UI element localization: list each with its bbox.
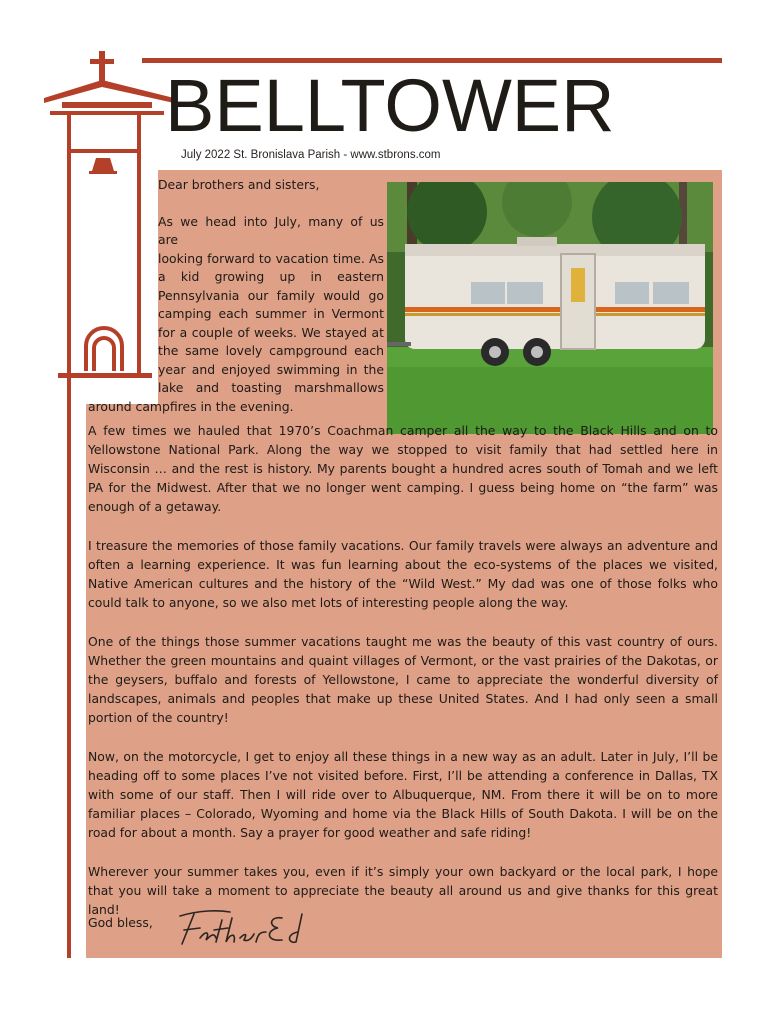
intro-line: looking forward to vacation time. As xyxy=(158,250,384,266)
letter-body xyxy=(88,421,718,939)
letter-intro xyxy=(88,176,384,416)
intro-line: the same lovely campground each xyxy=(158,343,384,358)
intro-line: camping each summer in Vermont xyxy=(158,306,384,321)
closing: God bless, xyxy=(88,915,153,930)
body-paragraph: A few times we hauled that 1970’s Coachman camper all the way to the Black Hills and on to Yellowstone National Park. Along the way we stopped to visit family that had settled here in Wisconsin … and the rest is history. My parents bought a hundred acres south of Tomah and we left PA for the Midwest. After that we no longer went camping. I guess being home on “the farm” was enough of a getaway. xyxy=(88,423,718,514)
body-paragraph: Wherever your summer takes you, even if it’s simply your own backyard or the local park, I hope that you will take a moment to appreciate the beauty all around us and give thanks for this great land! xyxy=(88,864,718,917)
body-paragraph: One of the things those summer vacations taught me was the beauty of this vast country of ours. Whether the green mountains and quaint villages of Vermont, or the vast prairies of the Dakotas, or the geysers, buffalo and forests of Yellowstone, I came to appreciate the wonderful diversity of landscapes, animals and peoples that make up these United States. And I had only seen a small portion of the country! xyxy=(88,634,718,725)
signature xyxy=(170,902,330,952)
intro-line: a kid growing up in eastern xyxy=(158,269,384,284)
newsletter-title: BELLTOWER xyxy=(165,64,615,147)
intro-line: year and enjoyed swimming in the xyxy=(158,361,384,377)
issue-info: July 2022 St. Bronislava Parish - www.stbrons.com xyxy=(181,149,441,161)
intro-end: around campfires in the evening. xyxy=(88,398,294,414)
header-rule xyxy=(142,58,722,63)
intro-line: for a couple of weeks. We stayed at xyxy=(158,324,384,340)
intro-line: lake and toasting marshmallows xyxy=(158,380,384,395)
body-paragraph: Now, on the motorcycle, I get to enjoy all these things in a new way as an adult. Later in July, I’ll be heading off to some places I’ve not visited before. First, I’ll be attending a conference in Dallas, TX with some of our staff. Then I will ride over to Albuquerque, NM. From there it will be on to more familiar places – Colorado, Wyoming and home via the Black Hills of South Dakota. I will be on the road for about a month. Say a prayer for good weather and safe riding! xyxy=(88,749,718,840)
intro-line: Pennsylvania our family would go xyxy=(158,287,384,303)
greeting: Dear brothers and sisters, xyxy=(158,177,320,192)
body-paragraph: I treasure the memories of those family vacations. Our family travels were always an adventure and often a learning experience. It was fun learning about the eco-systems of the places we visited, Native American cultures and the history of the “Wild West.” My dad was one of those folks who could talk to anyone, so we also met lots of interesting people along the way. xyxy=(88,538,718,610)
intro-line: As we head into July, many of us are xyxy=(158,213,384,247)
camper-photo xyxy=(387,182,713,434)
